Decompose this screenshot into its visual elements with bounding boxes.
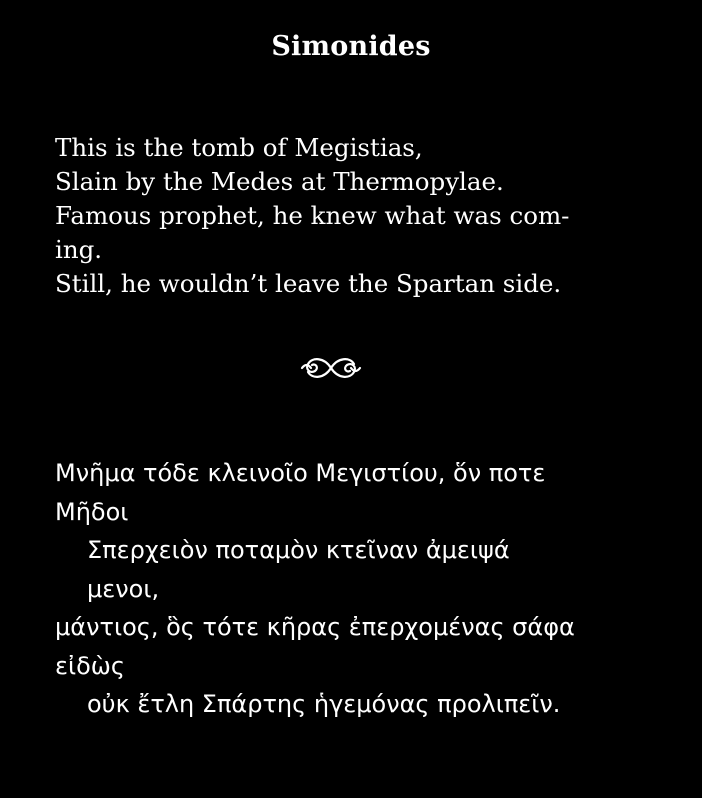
english-line: Famous prophet, he knew what was com- (55, 201, 570, 230)
greek-line (55, 531, 675, 608)
greek-line: Μνῆμα τόδε κλεινοῖο Μεγιστίου, ὅν ποτε (55, 459, 546, 487)
english-line: Slain by the Medes at Thermopylae. (55, 167, 504, 196)
english-line: Still, he wouldn’t leave the Spartan side. (55, 269, 562, 298)
english-translation (55, 131, 675, 301)
greek-line: εἰδὼς (55, 651, 125, 680)
poem-title: Simonides (271, 31, 431, 62)
greek-line-part: μενοι, (87, 574, 160, 603)
greek-line: οὐκ ἔτλη Σπάρτης ἡγεμόνας προλιπεῖν. (87, 690, 561, 718)
greek-line: Μῆδοι (55, 497, 129, 526)
fleuron-ornament-icon (299, 353, 363, 383)
greek-original (55, 454, 675, 724)
greek-line: μάντιος, ὃς τότε κῆρας ἐπερχομένας σάφα (55, 613, 575, 641)
greek-line-part: Σπερχειὸν ποταμὸν κτεῖναν ἀμειψά (87, 536, 510, 564)
english-line: ing. (55, 235, 103, 264)
english-line: This is the tomb of Megistias, (55, 133, 423, 162)
